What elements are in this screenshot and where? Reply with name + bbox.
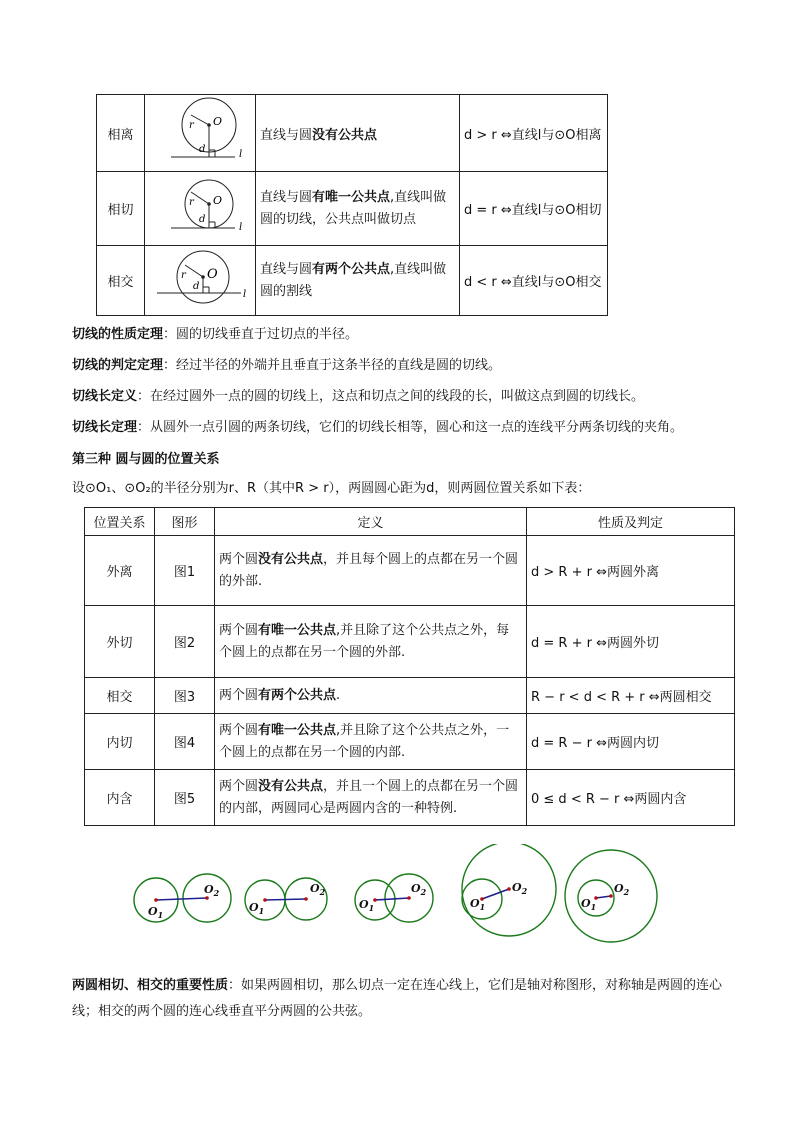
definition-cell (215, 678, 527, 714)
o2-label: $O_2$ (204, 883, 220, 898)
center-lines (156, 889, 611, 900)
o2-label: $O_2$ (614, 882, 630, 897)
def-text: 两个圆 (219, 722, 259, 738)
def-text: 两个圆 (219, 778, 259, 794)
relation-cell: 相交 (85, 678, 155, 714)
term: 切线长定义 (72, 389, 138, 404)
term-text: ：在经过圆外一点的圆的切线上，这点和切点之间的线段的长，叫做这点到圆的切线长。 (137, 389, 645, 404)
o-label: O (207, 266, 218, 282)
o-label: O (213, 193, 223, 207)
r-label: r (189, 196, 194, 208)
l-label: l (239, 149, 243, 160)
figure-cell (145, 95, 256, 172)
o2-label: $O_2$ (310, 882, 326, 897)
figure-ref-cell: 图2 (155, 606, 215, 678)
table-row (85, 770, 735, 826)
property-cell: d > R + r ⇔两圆外离 (527, 536, 735, 606)
relation-cell: 内含 (85, 770, 155, 826)
table-row (97, 95, 608, 172)
property-cell: d = R − r ⇔两圆内切 (527, 714, 735, 770)
table-row (85, 678, 735, 714)
o2-label: $O_2$ (411, 882, 427, 897)
table-row (85, 536, 735, 606)
def-text: 两个圆 (219, 551, 259, 567)
def-bold: 没有公共点 (258, 551, 324, 567)
def-bold: 有唯一公共点 (312, 189, 391, 205)
term-text: ：经过半径的外端并且垂直于这条半径的直线是圆的切线。 (163, 358, 502, 373)
two-circle-figures (126, 844, 666, 949)
relation-cell: 外离 (85, 536, 155, 606)
def-bold: 没有公共点 (312, 127, 378, 143)
def-text: 直线与圆 (260, 261, 313, 277)
def-text-post: ，并且一个圆上的点都在另一个圆的内部，两圆同心是两圆内含的一种特例. (219, 778, 519, 816)
o-label: O (213, 115, 223, 128)
def-text-post: ,直线叫做圆的割线 (260, 261, 447, 299)
l-label: l (239, 221, 243, 233)
relation-cell: 外切 (85, 606, 155, 678)
line-tangent-figure (149, 174, 249, 240)
def-text-post: ，并且每个圆上的点都在另一个圆的外部. (219, 551, 519, 589)
property-cell: d = r ⇔直线l与⊙O相切 (460, 172, 608, 246)
relation-label: 相交 (97, 246, 145, 316)
def-bold: 有唯一公共点 (258, 722, 337, 738)
property-cell: 0 ≤ d < R − r ⇔两圆内含 (527, 770, 735, 826)
table-row (85, 606, 735, 678)
definition-cell (256, 95, 460, 172)
header-cell: 图形 (155, 508, 215, 536)
line-intersect-figure (149, 247, 249, 311)
figure-cell (145, 172, 256, 246)
figure-ref-cell: 图3 (155, 678, 215, 714)
def-text: 两个圆 (219, 687, 259, 703)
line-circle-table (96, 94, 608, 316)
definition-cell (215, 606, 527, 678)
o2-label: $O_2$ (512, 881, 528, 896)
def-text: 直线与圆 (260, 127, 313, 143)
term: 切线的判定定理 (72, 358, 164, 373)
two-circle-important-property (72, 973, 732, 1025)
def-bold: 有两个公共点 (258, 687, 337, 703)
property-cell: R − r < d < R + r ⇔两圆相交 (527, 678, 735, 714)
o1-label: $O_1$ (359, 898, 375, 913)
r-label: r (189, 120, 194, 131)
property-cell: d = R + r ⇔两圆外切 (527, 606, 735, 678)
term-text: ：圆的切线垂直于过切点的半径。 (163, 327, 359, 342)
d-label: d (199, 213, 206, 225)
def-text-post: ,并且除了这个公共点之外，一个圆上的点都在另一个圆的内部. (219, 722, 510, 760)
term-text: ：从圆外一点引圆的两条切线，它们的切线长相等，圆心和这一点的连线平分两条切线的夹角。 (137, 420, 684, 435)
circle-circle-table (84, 507, 735, 826)
header-cell: 位置关系 (85, 508, 155, 536)
definition-cell (256, 172, 460, 246)
table-row (97, 172, 608, 246)
section-title: 第三种 圆与圆的位置关系 (72, 452, 220, 467)
tangent-criterion-theorem (72, 356, 732, 376)
header-cell: 性质及判定 (527, 508, 735, 536)
definition-cell (215, 536, 527, 606)
l-label: l (243, 288, 247, 300)
def-bold: 有唯一公共点 (258, 622, 337, 638)
definition-cell (215, 714, 527, 770)
d-label: d (193, 280, 200, 292)
def-text-post: ,直线叫做圆的切线，公共点叫做切点 (260, 189, 447, 227)
o1-label: $O_1$ (470, 897, 486, 912)
figure-cell (145, 246, 256, 316)
tangent-length-definition (72, 387, 732, 407)
definition-cell (256, 246, 460, 316)
relation-label: 相离 (97, 95, 145, 172)
figure-ref-cell: 图1 (155, 536, 215, 606)
d-label: d (199, 144, 206, 155)
term-text: ：如果两圆相切，那么切点一定在连心线上，它们是轴对称图形，对称轴是两圆的连心线；相交的两个圆的连心线垂直平分两圆的公共弦。 (72, 978, 723, 1019)
relation-label: 相切 (97, 172, 145, 246)
line-separate-figure (149, 95, 249, 167)
o1-label: $O_1$ (148, 905, 164, 920)
definition-cell (215, 770, 527, 826)
property-cell: d > r ⇔直线l与⊙O相离 (460, 95, 608, 172)
relation-cell: 内切 (85, 714, 155, 770)
tangent-length-theorem (72, 418, 732, 438)
def-bold: 有两个公共点 (312, 261, 391, 277)
property-cell: d < r ⇔直线l与⊙O相交 (460, 246, 608, 316)
r-label: r (181, 269, 186, 281)
table-row (97, 246, 608, 316)
figure-ref-cell: 图5 (155, 770, 215, 826)
def-text: 直线与圆 (260, 189, 313, 205)
term: 两圆相切、相交的重要性质 (72, 978, 229, 993)
table-header-row (85, 508, 735, 536)
term: 切线的性质定理 (72, 327, 164, 342)
def-text-post: . (336, 687, 341, 703)
o1-label: $O_1$ (249, 901, 265, 916)
def-bold: 没有公共点 (258, 778, 324, 794)
header-cell: 定义 (215, 508, 527, 536)
tangent-property-theorem (72, 325, 732, 345)
term: 切线长定理 (72, 420, 138, 435)
o1-label: $O_1$ (581, 897, 597, 912)
def-text: 两个圆 (219, 622, 259, 638)
def-text-post: ,并且除了这个公共点之外，每个圆上的点都在另一个圆的外部. (219, 622, 510, 660)
table-row (85, 714, 735, 770)
figure-ref-cell: 图4 (155, 714, 215, 770)
intro-text: 设⊙O₁、⊙O₂的半径分别为r、R（其中R > r），两圆圆心距为d，则两圆位置关系如下表： (72, 481, 591, 496)
